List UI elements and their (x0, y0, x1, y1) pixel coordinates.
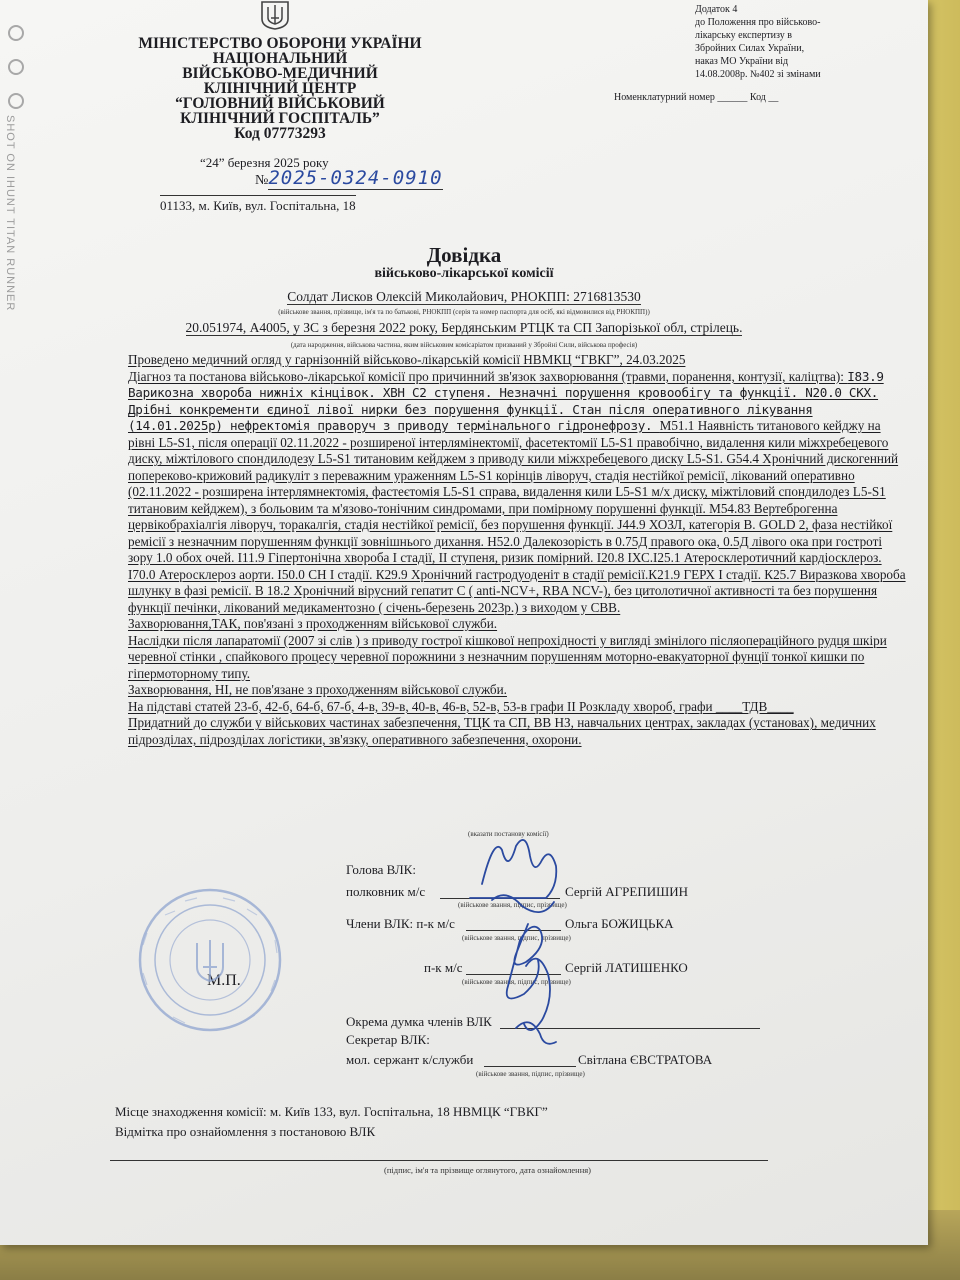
registration-number (255, 167, 443, 189)
lens-icon (8, 93, 24, 109)
reg-prefix: № (255, 173, 269, 188)
member1-name: Ольга БОЖИЦЬКА (565, 916, 674, 931)
secretary-label: Секретар ВЛК: (346, 1032, 430, 1047)
org-address: 01133, м. Київ, вул. Госпітальна, 18 (160, 195, 356, 214)
org-line: НАЦІОНАЛЬНИЙ (212, 50, 348, 67)
org-name (120, 36, 440, 141)
handwritten-signatures (430, 828, 590, 1063)
person-caption: (військове звання, прізвище, ім'я та по батькові, РНОКПП (серія та номер паспорта для осіб, які відмовилися від РНОКПП)) (278, 308, 650, 316)
annex-line: до Положення про військово- (695, 17, 821, 28)
org-line: ВІЙСЬКОВО-МЕДИЧНИЙ (182, 65, 378, 82)
commission-location: Місце знаходження комісії: м. Київ 133, вул. Госпітальна, 18 НВМЦК “ГВКГ” (115, 1104, 548, 1119)
fitness-decision: Придатний до служби у військових частинах забезпечення, ТЦК та СП, ВВ НЗ, навчальних центрах, закладах (установах), медичних підрозділах, підрозділах логістики, зв'язку, оперативного забезпечення, охорони. (128, 715, 876, 747)
acquaint-signature-line (110, 1160, 768, 1161)
doc-title: Довідка (426, 243, 502, 267)
connected-line: Захворювання,ТАК, пов'язані з проходженням військової служби. (128, 616, 498, 631)
birth-caption: (дата народження, військова частина, яким військовим комісаріатом призваний у Збройні Сили, військова професія) (290, 341, 638, 349)
member2-rank: п-к м/с (424, 960, 463, 975)
diagnosis-main: М51.1 Наявність титанового кейджу на рівні L5-S1, після операції 02.11.2022 - розширеної інтерлямінектомії, фасетектомії L5-S1 правобічно, видалення кили міжхребецевого диску, міжтілового спондилодезу L5-S1 титановим кейджем з приводу кили міжхребецевого диску L5-S1. G54.4 Хронічний дискогенний попереково-крижовий радикуліт з переважним ураженням L5-S1 корінців ліворуч, стадія нестійкої ремісії, лікований оперативно (02.11.2022 - розширена інтерлямнектомія, фастеєтомія L5-S1 справа, видалення кили L5-S1 м/х диску, міжтіловий спондилодез L5-S1 титановим кейджем), з больовим та м'язово-тонічним синдромами, при помірному порушенні функції. М54.83 Вертеброгенна цервікобрахіалгія ліворуч, торакалгія, стадія нестійкої ремісії, без порушення функції. J44.9 ХОЗЛ, категорія В. GOLD 2, фаза нестійкої ремісії з незначним порушенням функції зовнішнього дихання. Н52.0 Далекозорість в 0.75Д правого ока, 0.5Д лівого ока при гостроті зору 1.0 обох очей. І11.9 Гіпертонічна хвороба І стадії, ІІ ступеня, ризик помірний. І20.8 ІХС.І25.1 Атеросклеротичний кардіосклероз. І70.0 Атеросклероз аорти. І50.0 СН І стадії. К29.9 Хронічний гастродуоденіт в стадії ремісії.К21.9 ГЕРХ І стадії. К25.7 Виразкова хвороба шлунку в фазі ремісії. В 18.2 Хронічний вірусний гепатит С ( anti-NCV+, RBA NCV-), без цитолотичної активності та без порушення функції печінки, лікований медикаментозно ( січень-березень 2023р.) з виходом у СВВ. (128, 418, 906, 615)
exam-line: Проведено медичний огляд у гарнізонній військово-лікарській комісії НВМКЦ “ГВКГ”, 24.03.2025 (128, 352, 686, 367)
birth-details: 20.051974, А4005, у ЗС з березня 2022 року, Бердянським РТЦК та СП Запорізької обл, стрілець. (185, 320, 743, 335)
birth-line (0, 320, 928, 336)
person-line (0, 289, 928, 305)
diagnosis-typed: І83.9 Варикозна хвороба нижніх кінцівок. ХВН С2 ступеня. Незначні порушення кровообігу та функції. N20.0 СКХ. Дрібні конкременти єдиної лівої нирки без порушення функції. Стан після оперативного лікування (14.01.2025р) нефректомія праворуч з приводу термінального гідронефрозу. (128, 368, 884, 433)
member2-name: Сергій ЛАТИШЕНКО (565, 960, 688, 975)
document-date: “24” березня 2025 року (200, 155, 329, 170)
secretary-caption: (військове звання, підпис, прізвище) (476, 1070, 585, 1078)
org-line: КЛІНІЧНИЙ ЦЕНТР (203, 80, 357, 97)
camera-mode-icon (8, 25, 24, 41)
opinion-label: Окрема думка членів ВЛК (346, 1014, 492, 1029)
acquaint-note: Відмітка про ознайомлення з постановою ВЛК (115, 1124, 376, 1139)
org-line: “ГОЛОВНИЙ ВІЙСЬКОВИЙ (175, 95, 385, 112)
not-connected-line: Захворювання, НІ, не пов'язане з проходженням військової служби. (128, 682, 507, 697)
doc-subtitle: військово-лікарської комісії (374, 266, 554, 281)
annex-line: наказ МО України від (695, 56, 789, 67)
members-label: Члени ВЛК: п-к м/с (346, 916, 455, 931)
org-line: КЛІНІЧНИЙ ГОСПІТАЛЬ” (180, 110, 380, 127)
articles-line: На підставі статей 23-б, 42-б, 64-б, 67-б, 4-в, 39-в, 40-в, 46-в, 52-в, 53-в графи ІІ Розкладу хвороб, графи ____ТДВ____ (128, 698, 794, 714)
head-rank: полковник м/с (346, 884, 426, 899)
diagnosis-block (128, 369, 906, 617)
watermark-text: SHOT ON IHUNT TITAN RUNNER (4, 115, 16, 312)
reg-number-handwritten: 2025-0324-0910 (268, 167, 443, 189)
official-seal-stamp (125, 885, 295, 1035)
head-name: Сергій АГРЕПИШИН (565, 884, 688, 899)
head-label: Голова ВЛК: (346, 862, 416, 877)
acquaint-caption: (підпис, ім'я та прізвище оглянутого, дата ознайомлення) (384, 1165, 592, 1175)
after-effects: Наслідки після лапаратомії (2007 зі слів ) з приводу гострої кішкової непрохідності у вигляді змінілого післяопераційного рудця шкіри черевної стінки , спайкового процесу черевної порожнини з незначним порушенням моторно-евакуаторної фунції тонкої кишки по гіпермоторному типу. (128, 632, 887, 681)
member1-caption: (військове звання, підпис, прізвище) (462, 934, 571, 942)
secretary-signature-line (484, 1066, 576, 1067)
member2-caption: (військове звання, підпис, прізвище) (462, 978, 571, 986)
annex-line: 14.08.2008р. №402 зі змінами (695, 69, 821, 80)
head-caption: (військове звання, підпис, прізвище) (458, 901, 567, 909)
shutter-icon (8, 59, 24, 75)
annex-line: лікарську експертизу в (695, 30, 792, 41)
seal-place-label: М.П. (207, 972, 241, 989)
document-body (128, 352, 906, 748)
fit-caption: (вказати постанову комісії) (468, 830, 549, 838)
person-name: Солдат Лисков Олексій Миколайович, РНОКПП: 2716813530 (287, 289, 641, 304)
diagnosis-intro: Діагноз та постанова військово-лікарської комісії про причинний зв'язок захворювання (травми, поранення, контузії, каліцтва): (128, 368, 848, 384)
nomenclature-number: Номенклатурний номер ______ Код __ (614, 92, 779, 103)
trident-emblem-icon (257, 0, 293, 30)
secretary-name: Світлана ЄВСТРАТОВА (578, 1052, 713, 1067)
org-line: МІНІСТЕРСТВО ОБОРОНИ УКРАЇНИ (138, 35, 422, 52)
secretary-rank: мол. сержант к/служби (346, 1052, 474, 1067)
annex-line: Додаток 4 (695, 4, 738, 15)
org-code: Код 07773293 (234, 125, 326, 142)
annex-note (695, 3, 865, 81)
annex-line: Збройних Силах України, (695, 43, 805, 54)
